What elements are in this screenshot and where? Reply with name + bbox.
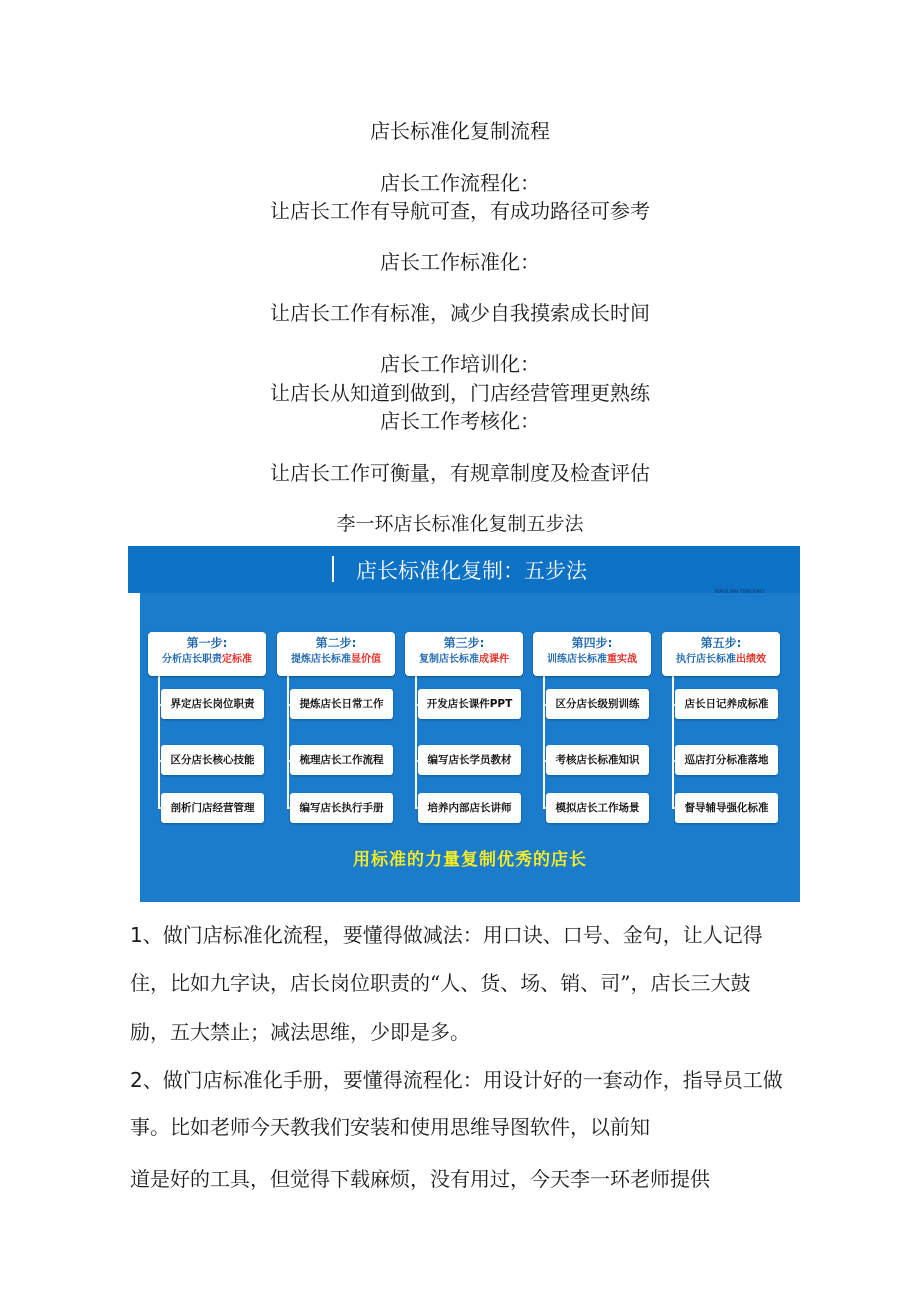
step-item: 巡店打分标准落地 [675,745,778,775]
section-heading-assessment: 店长工作考核化： [380,409,540,433]
step-item: 剖析门店经营管理 [161,793,264,823]
section-text-assessment: 让店长工作可衡量，有规章制度及检查评估 [270,461,650,485]
section-text-training: 让店长从知道到做到，门店经营管理更熟练 [270,381,650,405]
step-item: 培养内部店长讲师 [418,793,521,823]
paragraph-1-line-3: 励，五大禁止；减法思维，少即是多。 [130,1020,470,1044]
connector-line [672,676,674,808]
doc-title: 店长标准化复制流程 [370,119,550,143]
figure-slogan: 用标准的力量复制优秀的店长 [353,850,587,870]
step-highlight: 显价值 [351,654,381,665]
step-header-4 [533,632,651,676]
step-header-1 [148,632,266,676]
paragraph-2-line-3: 道是好的工具，但觉得下载麻烦，没有用过，今天李一环老师提供 [130,1167,710,1191]
step-item: 店长日记养成标准 [675,689,778,719]
paragraph-1-line-2: 住，比如九字诀，店长岗位职责的“人、货、场、销、司”，店长三大鼓 [130,971,751,995]
paragraph-number: 1 [130,923,143,947]
section-heading-training: 店长工作培训化： [380,352,540,376]
step-item: 编写店长执行手册 [290,793,393,823]
step-highlight: 出绩效 [736,654,766,665]
step-subtitle: 复制店长标准成课件 [419,654,509,665]
step-column-5 [662,632,780,832]
step-item: 考核店长标准知识 [546,745,649,775]
step-subtitle: 提炼店长标准显价值 [291,654,381,665]
connector-line [415,676,417,808]
step-highlight: 定标准 [222,654,252,665]
figure-brand: XIAOLIAN YINGXIAO [714,589,764,595]
step-header-5 [662,632,780,676]
step-label: 第一步: [186,636,228,650]
step-item: 模拟店长工作场景 [546,793,649,823]
step-column-4 [533,632,651,832]
step-header-3 [405,632,523,676]
step-subtitle: 分析店长职责定标准 [162,654,252,665]
paragraph-number: 2 [130,1068,143,1092]
connector-line [158,676,160,808]
step-column-2 [277,632,395,832]
figure-title: 店长标准化复制：五步法 [356,559,587,583]
figure-left-margin [128,593,140,902]
step-item: 区分店长核心技能 [161,745,264,775]
figure-caption: 李一环店长标准化复制五步法 [336,513,584,535]
step-label: 第二步: [315,636,357,650]
step-header-2 [277,632,395,676]
step-item: 区分店长级别训练 [546,689,649,719]
step-highlight: 成课件 [479,654,509,665]
section-text-standard: 让店长工作有标准，减少自我摸索成长时间 [270,301,650,325]
paragraph-1-line-1: 1、做门店标准化流程，要懂得做减法：用口诀、口号、金句，让人记得 [130,923,763,947]
paragraph-2-line-2: 事。比如老师今天教我们安装和使用思维导图软件，以前知 [130,1115,650,1139]
step-item: 督导辅导强化标准 [675,793,778,823]
step-item: 开发店长课件PPT [418,689,521,719]
five-step-figure [128,546,800,902]
step-column-3 [405,632,523,832]
section-heading-process: 店长工作流程化： [380,171,540,195]
step-subtitle: 执行店长标准出绩效 [676,654,766,665]
step-item: 梳理店长工作流程 [290,745,393,775]
step-item: 界定店长岗位职责 [161,689,264,719]
paragraph-2-line-1: 2、做门店标准化手册，要懂得流程化：用设计好的一套动作，指导员工做 [130,1068,783,1092]
section-heading-standard: 店长工作标准化： [380,250,540,274]
step-item: 提炼店长日常工作 [290,689,393,719]
figure-title-bar [332,556,334,582]
connector-line [543,676,545,808]
step-label: 第五步: [700,636,742,650]
step-highlight: 重实战 [607,654,637,665]
step-label: 第三步: [443,636,485,650]
step-subtitle: 训练店长标准重实战 [547,654,637,665]
section-text-process: 让店长工作有导航可查，有成功路径可参考 [270,199,650,223]
step-item: 编写店长学员教材 [418,745,521,775]
step-column-1 [148,632,266,832]
step-label: 第四步: [571,636,613,650]
connector-line [287,676,289,808]
